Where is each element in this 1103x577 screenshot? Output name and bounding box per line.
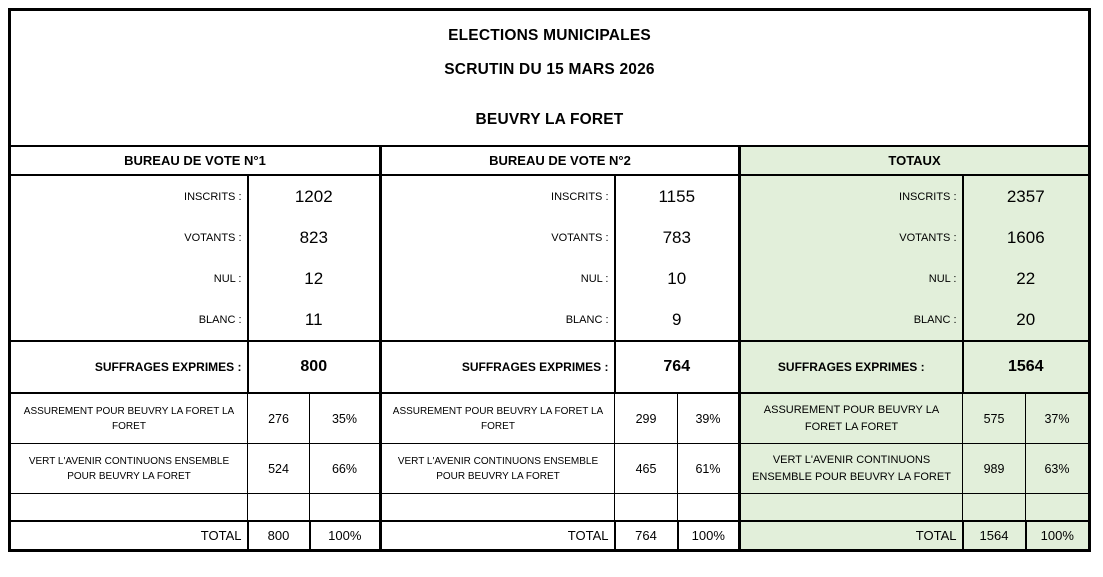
bureau2-votants-value: 783 (615, 217, 740, 258)
bureau2-suffrages-label: SUFFRAGES EXPRIMES : (381, 341, 615, 393)
empty-cell (1026, 494, 1090, 522)
bureau2-candidate1-pct: 39% (678, 393, 740, 444)
empty-cell (678, 494, 740, 522)
bureau2-candidate2-votes: 465 (615, 444, 678, 494)
bureau1-candidate2-votes: 524 (248, 444, 310, 494)
title-row (10, 10, 1090, 147)
empty-cell (963, 494, 1026, 522)
suffrages-row (10, 341, 1090, 393)
bureau2-candidate2-pct: 61% (678, 444, 740, 494)
totaux-blanc-label: BLANC : (740, 299, 963, 341)
totaux-candidate1-pct: 37% (1026, 393, 1090, 444)
bureau2-votants-label: VOTANTS : (381, 217, 615, 258)
title-scrutin-date: SCRUTIN DU 15 MARS 2026 (444, 61, 655, 78)
totaux-inscrits-value: 2357 (963, 175, 1090, 217)
empty-cell (615, 494, 678, 522)
totaux-total-pct: 100% (1026, 521, 1090, 551)
bureau1-header-cell: BUREAU DE VOTE N°1 (10, 146, 381, 175)
empty-cell (381, 494, 615, 522)
bureau2-candidate2-name: VERT L'AVENIR CONTINUONS ENSEMBLE POUR BEUVRY LA FORET (381, 444, 615, 494)
title-elections: ELECTIONS MUNICIPALES (448, 27, 651, 44)
column-headers-row (10, 146, 1090, 175)
totaux-candidate2-votes: 989 (963, 444, 1026, 494)
empty-cell (248, 494, 310, 522)
bureau2-nul-value: 10 (615, 258, 740, 299)
election-results-table (8, 8, 1091, 552)
bureau1-votants-value: 823 (248, 217, 381, 258)
totaux-candidate2-pct: 63% (1026, 444, 1090, 494)
totaux-votants-value: 1606 (963, 217, 1090, 258)
totaux-nul-value: 22 (963, 258, 1090, 299)
bureau2-candidate1-name: ASSUREMENT POUR BEUVRY LA FORET LA FORET (381, 393, 615, 444)
bureau1-candidate2-pct: 66% (310, 444, 381, 494)
bureau1-nul-value: 12 (248, 258, 381, 299)
bureau1-total-label: TOTAL (10, 521, 248, 551)
blanc-row (10, 299, 1090, 341)
bureau2-nul-label: NUL : (381, 258, 615, 299)
totaux-nul-label: NUL : (740, 258, 963, 299)
bureau2-total-votes: 764 (615, 521, 678, 551)
bureau2-suffrages-value: 764 (615, 341, 740, 393)
totaux-total-label: TOTAL (740, 521, 963, 551)
totaux-header-cell: TOTAUX (740, 146, 1090, 175)
bureau1-blanc-value: 11 (248, 299, 381, 341)
empty-cell (310, 494, 381, 522)
empty-row (10, 494, 1090, 522)
votants-row (10, 217, 1090, 258)
bureau2-blanc-value: 9 (615, 299, 740, 341)
bureau2-total-pct: 100% (678, 521, 740, 551)
bureau1-candidate1-pct: 35% (310, 393, 381, 444)
bureau2-total-label: TOTAL (381, 521, 615, 551)
bureau1-candidate2-name: VERT L'AVENIR CONTINUONS ENSEMBLE POUR BEUVRY LA FORET (10, 444, 248, 494)
title-commune: BEUVRY LA FORET (475, 111, 624, 128)
bureau2-inscrits-label: INSCRITS : (381, 175, 615, 217)
empty-cell (740, 494, 963, 522)
total-row (10, 521, 1090, 551)
totaux-candidate1-name: ASSUREMENT POUR BEUVRY LA FORET LA FORET (740, 393, 963, 444)
report-title-block (10, 10, 1090, 147)
bureau1-votants-label: VOTANTS : (10, 217, 248, 258)
bureau1-total-votes: 800 (248, 521, 310, 551)
totaux-suffrages-label: SUFFRAGES EXPRIMES : (740, 341, 963, 393)
totaux-votants-label: VOTANTS : (740, 217, 963, 258)
totaux-suffrages-value: 1564 (963, 341, 1090, 393)
bureau1-blanc-label: BLANC : (10, 299, 248, 341)
bureau1-suffrages-label: SUFFRAGES EXPRIMES : (10, 341, 248, 393)
bureau1-suffrages-value: 800 (248, 341, 381, 393)
empty-cell (10, 494, 248, 522)
totaux-candidate1-votes: 575 (963, 393, 1026, 444)
bureau1-candidate1-votes: 276 (248, 393, 310, 444)
totaux-candidate2-name: VERT L'AVENIR CONTINUONS ENSEMBLE POUR BEUVRY LA FORET (740, 444, 963, 494)
totaux-inscrits-label: INSCRITS : (740, 175, 963, 217)
bureau2-blanc-label: BLANC : (381, 299, 615, 341)
bureau1-candidate1-name: ASSUREMENT POUR BEUVRY LA FORET LA FORET (10, 393, 248, 444)
bureau1-total-pct: 100% (310, 521, 381, 551)
bureau2-inscrits-value: 1155 (615, 175, 740, 217)
nul-row (10, 258, 1090, 299)
bureau2-candidate1-votes: 299 (615, 393, 678, 444)
candidate2-row (10, 444, 1090, 494)
totaux-total-votes: 1564 (963, 521, 1026, 551)
inscrits-row (10, 175, 1090, 217)
candidate1-row (10, 393, 1090, 444)
bureau1-inscrits-value: 1202 (248, 175, 381, 217)
bureau2-header-cell: BUREAU DE VOTE N°2 (381, 146, 740, 175)
bureau1-nul-label: NUL : (10, 258, 248, 299)
totaux-blanc-value: 20 (963, 299, 1090, 341)
bureau1-inscrits-label: INSCRITS : (10, 175, 248, 217)
